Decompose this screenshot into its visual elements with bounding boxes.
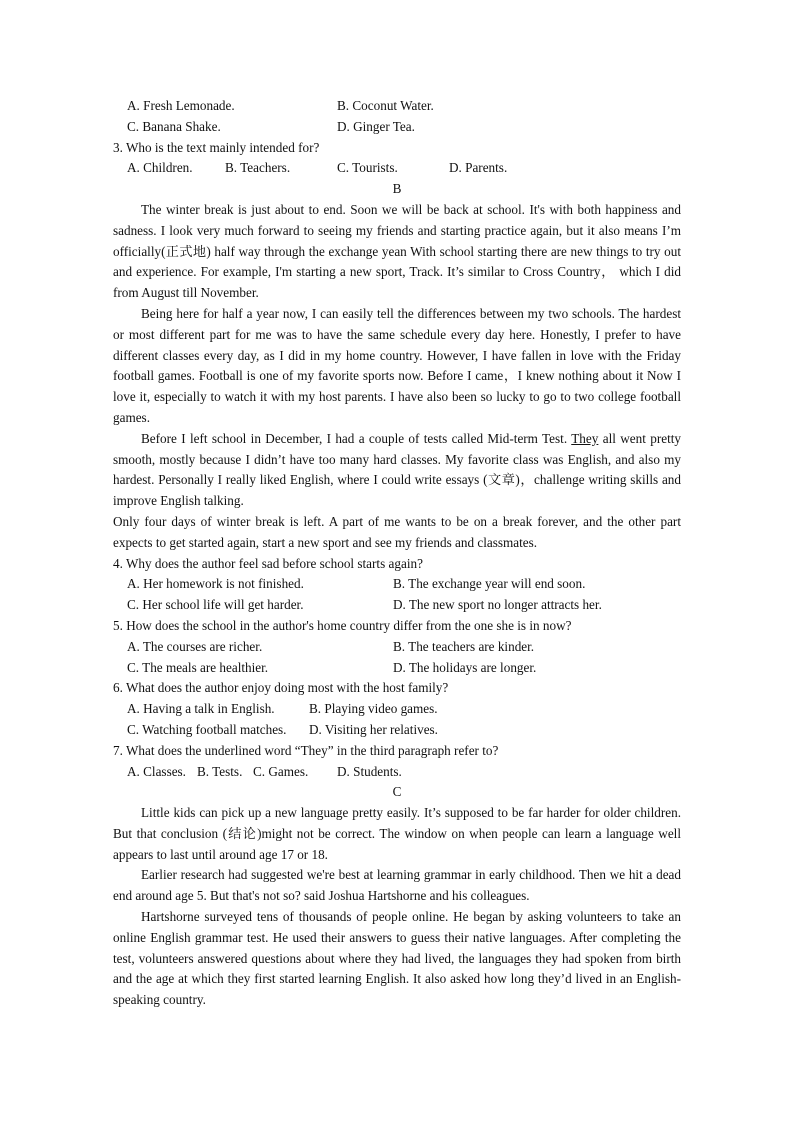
section-c-paragraph-1: Little kids can pick up a new language pretty easily. It’s supposed to be far harder for older children. But that conclusion (结论)might not be correct. The window on when people can learn a language well appears to last until around age 17 or 18. [113, 805, 681, 862]
underlined-word-they: They [571, 430, 599, 446]
option-d: D. The new sport no longer attracts her. [393, 597, 602, 613]
option-b: B. The exchange year will end soon. [393, 576, 586, 592]
option-a: A. Having a talk in English. [127, 701, 275, 717]
option-c: C. Tourists. [337, 160, 398, 176]
question-2-options-row-1 [113, 96, 681, 117]
question-3-options [113, 158, 681, 179]
option-c: C. Banana Shake. [127, 118, 221, 134]
option-a: A. Fresh Lemonade. [127, 98, 235, 113]
option-b: B. Teachers. [225, 160, 291, 176]
section-b-paragraph-4: Only four days of winter break is left. A part of me wants to be on a break forever, and the other part expects to get started again, start a new sport and see my friends and classmates. [113, 513, 681, 550]
question-4: 4. Why does the author feel sad before school starts again? [113, 555, 423, 571]
option-a: A. Classes. [127, 763, 186, 779]
question-5-options-row-2 [113, 658, 681, 679]
option-d: D. Ginger Tea. [337, 118, 415, 134]
section-c-paragraph-3: Hartshorne surveyed tens of thousands of people online. He began by asking volunteers to take an online English grammar test. He used their answers to guess their native languages. After completing the test, volunteers answered questions about where they had lived, the languages they had spoken from birth and the age at which they first started learning English. It also asked how long they’d lived in an English-speaking country. [113, 909, 681, 1008]
option-d: D. Students. [337, 763, 402, 779]
question-7: 7. What does the underlined word “They” in the third paragraph refer to? [113, 742, 499, 758]
option-c: C. Watching football matches. [127, 721, 287, 737]
option-a: A. Children. [127, 160, 193, 176]
question-6-options-row-1 [113, 699, 681, 720]
section-b-paragraph-1: The winter break is just about to end. Soon we will be back at school. It's with both happiness and sadness. I look very much forward to seeing my friends and starting practice again, but it also means I’m officially(正式地) half way through the exchange yean With school starting there are new things to try out and experience. For example, I'm starting a new sport, Track. It’s similar to Cross Country， which I did from August till November. [113, 201, 681, 301]
option-a: A. Her homework is not finished. [127, 576, 304, 592]
question-4-options-row-2 [113, 595, 681, 616]
page-content [113, 96, 681, 1011]
section-b-paragraph-3 [113, 429, 681, 512]
option-b: B. The teachers are kinder. [393, 638, 535, 654]
option-c: C. Games. [253, 763, 309, 779]
question-7-options [113, 762, 681, 783]
question-5: 5. How does the school in the author's home country differ from the one she is in now? [113, 617, 572, 633]
option-b: B. Playing video games. [309, 701, 438, 717]
section-c-heading: C [392, 784, 402, 800]
option-b: B. Tests. [197, 763, 243, 779]
question-2-options-row-2 [113, 117, 681, 138]
question-4-options-row-1 [113, 574, 681, 595]
section-b-paragraph-2: Being here for half a year now, I can easily tell the differences between my two schools. The hardest or most different part for me was to have the same schedule every day here. Honestly, I prefer to have different classes every day, as I did in my home country. However, I have fallen in love with the Friday football games. Football is one of my favorite sports now. Before I came，I knew nothing about it Now I love it, especially to watch it with my host parents. I have also been so lucky to go to two college football games. [113, 305, 681, 425]
question-6: 6. What does the author enjoy doing most with the host family? [113, 680, 449, 696]
option-c: C. Her school life will get harder. [127, 597, 304, 613]
option-d: D. Parents. [449, 160, 508, 176]
paragraph-3-text-before: Before I left school in December, I had a couple of tests called Mid-term Test. [141, 430, 572, 446]
option-d: D. The holidays are longer. [393, 659, 537, 675]
section-c-paragraph-2: Earlier research had suggested we're best at learning grammar in early childhood. Then we hit a dead end around age 5. But that's not so? said Joshua Hartshorne and his colleagues. [113, 867, 681, 904]
option-a: A. The courses are richer. [127, 638, 263, 654]
paragraph-3-text-after: all went pretty smooth, mostly because I didn’t have too many hard classes. My favorite class was English, and also my hardest. Personally I really liked English, where I could write essays (文章)，challenge writing skills and improve English talking. [113, 430, 681, 509]
question-6-options-row-2 [113, 720, 681, 741]
question-5-options-row-1 [113, 637, 681, 658]
option-b: B. Coconut Water. [337, 98, 434, 113]
option-c: C. The meals are healthier. [127, 659, 269, 675]
question-3: 3. Who is the text mainly intended for? [113, 139, 320, 155]
option-d: D. Visiting her relatives. [309, 721, 438, 737]
section-b-heading: B [392, 181, 402, 197]
